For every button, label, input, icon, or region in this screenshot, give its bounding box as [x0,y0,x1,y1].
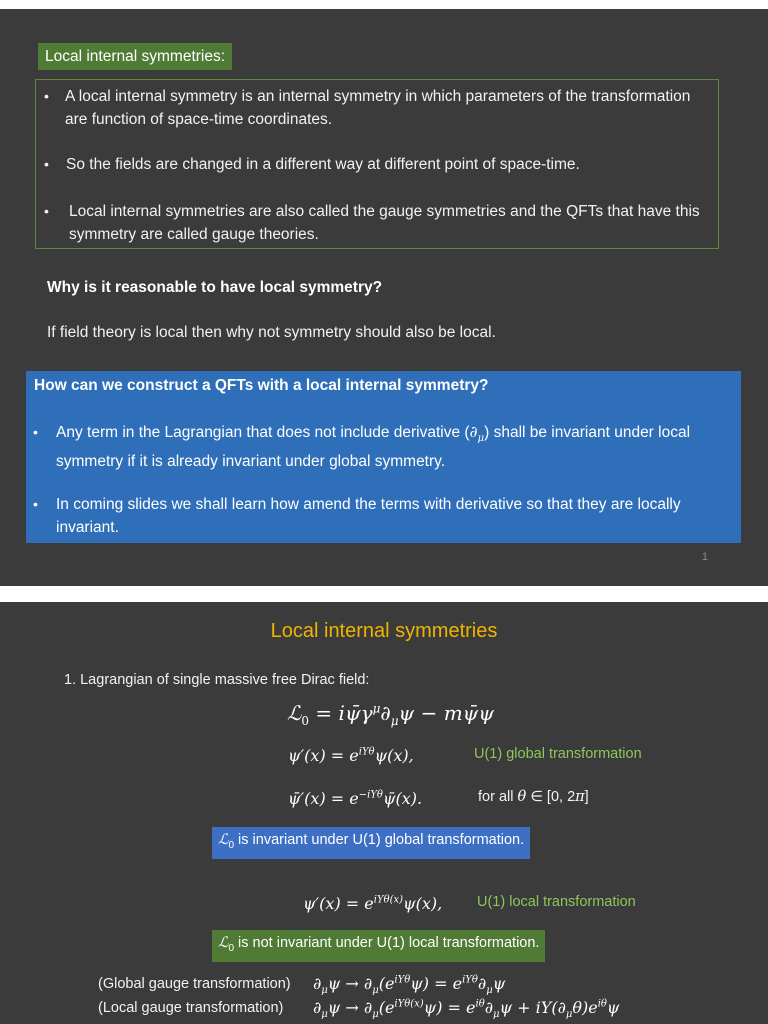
construction-bullet-2: In coming slides we shall learn how amend the terms with derivative so that they are locally invariant. [56,496,681,536]
bullet-dot: • [33,424,38,440]
answer-text: If field theory is local then why not symmetry should also be local. [47,324,496,341]
bullet-dot: • [33,496,38,512]
question-heading: Why is it reasonable to have local symmetry? [47,279,383,296]
local-gauge-equation: $\partial_\mu\psi \to \partial_\mu(e^{iY\theta(x)}\psi) = e^{i\theta}\partial_\mu\psi + iY(\partial_\mu\theta)e^{i\theta}\psi$ [313,998,620,1021]
definition-bullet-1: A local internal symmetry is an internal symmetry in which parameters of the transformation are function of space-time coordinates. [65,88,691,128]
construction-box [26,371,741,543]
definition-bullet-2: So the fields are changed in a different way at different point of space-time. [66,156,580,173]
global-gauge-equation: $\partial_\mu\psi \to \partial_\mu(e^{iY\theta}\psi) = e^{iY\theta}\partial_\mu\psi$ [313,974,506,997]
slide-2 [0,602,768,1024]
local-psi-equation: $\psi'(x) = e^{iY\theta(x)}\psi(x)$, [303,894,443,913]
construction-heading: How can we construct a QFTs with a local internal symmetry? [34,377,489,394]
theta-range-note: for all θ ∈ [0, 2π] [478,789,589,805]
bullet-dot: • [44,203,49,219]
bullet1-text-a: Any term in the Lagrangian that does not include derivative ( [56,424,470,441]
definition-box [35,79,719,249]
global-transformation-label: U(1) global transformation [474,746,642,762]
bullet-dot: • [44,156,49,172]
bullet1-text-b: ) shall be invariant under local symmetry if it is already invariant under global symmetry. [56,424,691,471]
global-psi-equation: $\psi'(x) = e^{iY\theta}\psi(x)$, [288,746,414,765]
slide-title: Local internal symmetries [270,620,498,642]
global-gauge-label: (Global gauge transformation) [98,976,291,992]
partial-mu-symbol: $\partial_\mu$ [469,423,485,445]
invariant-global-statement: ℒ$_0$ is invariant under U(1) global transformation. [212,827,530,859]
construction-bullet-1 [56,421,726,473]
local-transformation-label: U(1) local transformation [477,894,636,910]
definition-bullet-3: Local internal symmetries are also called the gauge symmetries and the QFTs that have this symmetry are called gauge theories. [69,203,700,243]
page-number: 1 [701,551,708,563]
section-header: Local internal symmetries: [38,43,232,70]
local-gauge-label: (Local gauge transformation) [98,1000,284,1016]
item-1-text: 1. Lagrangian of single massive free Dirac field: [64,672,370,688]
not-invariant-local-statement: ℒ$_0$ is not invariant under U(1) local transformation. [212,930,545,962]
lagrangian-equation: ℒ$_0$ = $i\psī\gamma^\mu\partial_\mu\psi$ − mψ̄ψ [287,701,495,728]
slide-1 [0,9,768,586]
global-psibar-equation: ψ̄′(x) = $e^{-iY\theta}\psī(x)$. [288,789,423,808]
bullet-dot: • [44,88,49,104]
